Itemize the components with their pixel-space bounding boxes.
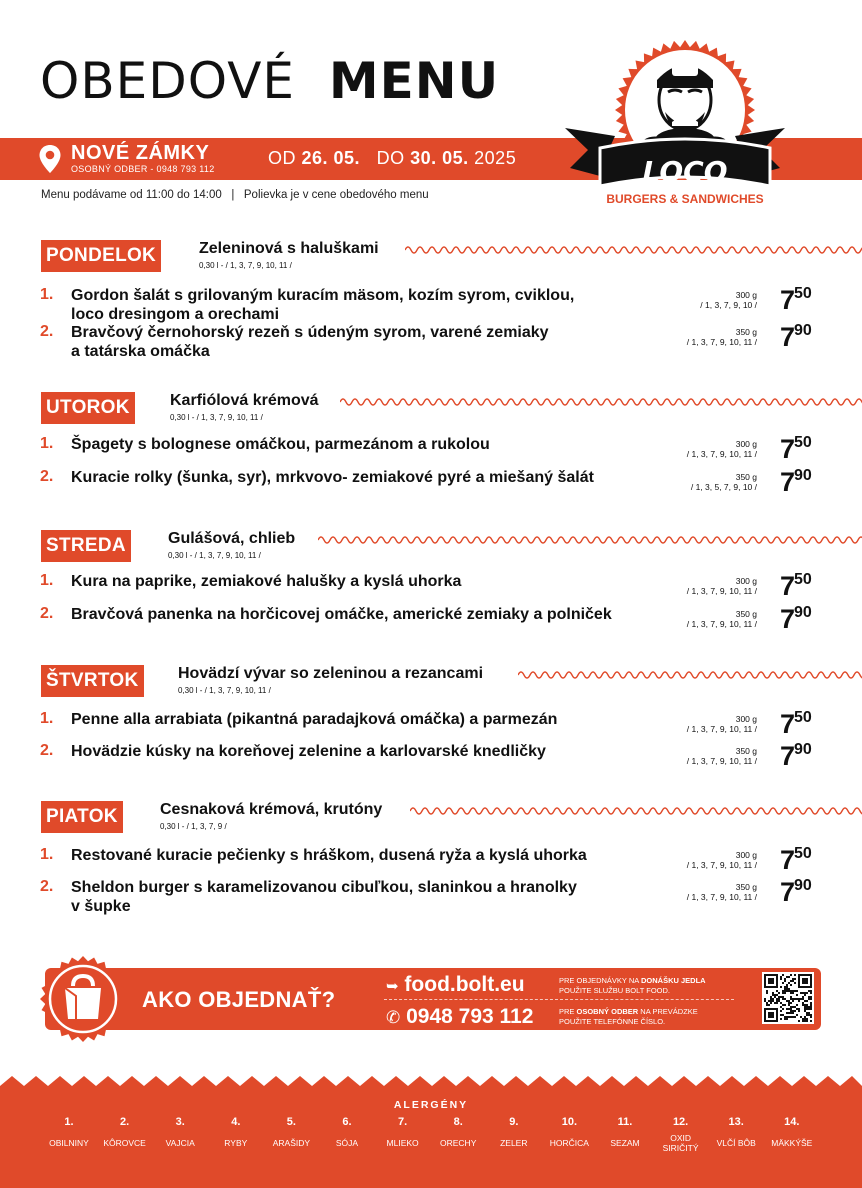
allergen-number: 5. (286, 1116, 296, 1128)
dish-name (71, 846, 661, 865)
dish-name (71, 323, 661, 361)
allergen-label-text: KÔROVCE (103, 1138, 146, 1148)
phone-number[interactable]: 0948 793 112 (406, 1005, 534, 1028)
allergen-item (319, 1116, 375, 1148)
dish-name (71, 605, 661, 624)
dish-price (780, 434, 812, 465)
price-cents: 90 (794, 741, 812, 758)
dish-weight: 350 g (735, 327, 757, 337)
price-cents: 90 (794, 604, 812, 621)
dish-weight-allergens (687, 714, 757, 734)
dish-price (780, 741, 812, 772)
allergen-label (597, 1138, 653, 1148)
dish-weight: 300 g (735, 439, 757, 449)
dish-price (780, 877, 812, 908)
allergen-number: 12. (672, 1116, 689, 1128)
dish-price (780, 604, 812, 635)
dish-name (71, 878, 661, 916)
allergen-label (653, 1133, 709, 1153)
allergen-item (653, 1116, 709, 1153)
price-cents: 50 (794, 285, 812, 302)
allergen-label (208, 1138, 264, 1148)
allergen-label-text: VAJCIA (165, 1138, 195, 1148)
price-euros: 7 (780, 741, 795, 771)
dish-weight-allergens (687, 850, 757, 870)
dish-weight: 300 g (735, 714, 757, 724)
day-label: STREDA (41, 530, 131, 562)
allergen-label (263, 1138, 319, 1148)
dish-weight-allergens (687, 746, 757, 766)
dish-allergens: / 1, 3, 7, 9, 10 / (700, 300, 757, 310)
allergen-item (708, 1116, 764, 1148)
dish-number: 2. (40, 878, 54, 895)
dish-allergens: / 1, 3, 7, 9, 10, 11 / (686, 337, 757, 347)
allergen-number: 4. (231, 1116, 241, 1128)
dish-price (780, 571, 812, 602)
soup-name: Gulášová, chlieb (168, 530, 296, 547)
price-cents: 50 (794, 571, 812, 588)
takeaway-bag-icon (40, 956, 126, 1042)
allergen-label (41, 1138, 97, 1148)
price-euros: 7 (780, 571, 795, 601)
allergen-number: 8. (453, 1116, 463, 1128)
dish-price (780, 285, 812, 316)
allergen-number: 1. (64, 1116, 74, 1128)
allergen-label-text: ZELER (500, 1138, 528, 1148)
dish-allergens: / 1, 3, 7, 9, 10, 11 / (686, 860, 757, 870)
day-label: ŠTVRTOK (41, 665, 144, 697)
dish-name (71, 468, 661, 487)
allergen-label-text: SÓJA (335, 1138, 359, 1148)
dish-line-1: Hovädzie kúsky na koreňovej zelenine a karlovarské knedličky (71, 743, 546, 760)
dish-line-1: Bravčový černohorský rezeň s údeným syrom, varené zemiaky (71, 324, 549, 341)
allergen-label (764, 1138, 820, 1148)
dish-weight-allergens (691, 472, 757, 492)
bolt-note-b: DONÁŠKU JEDLA (640, 976, 706, 985)
allergen-label (430, 1138, 486, 1148)
page-title (40, 52, 499, 110)
dish-price (780, 322, 812, 353)
logo-brand-name: LOCO (642, 155, 728, 188)
phone-note-a: PRE (559, 1007, 577, 1016)
allergen-label-text: ARAŠIDY (272, 1138, 311, 1148)
price-cents: 90 (794, 322, 812, 339)
logo-tagline: BURGERS & SANDWICHES (606, 192, 764, 206)
allergen-item (152, 1116, 208, 1148)
allergens-title: ALERGÉNY (393, 1099, 469, 1111)
order-title: AKO OBJEDNAŤ? (142, 987, 336, 1012)
dish-number: 2. (40, 323, 54, 340)
date-od: OD (268, 148, 296, 168)
date-range (268, 148, 516, 169)
allergen-item (764, 1116, 820, 1148)
dish-allergens: / 1, 3, 7, 9, 10, 11 / (686, 756, 757, 766)
dish-weight-allergens (687, 327, 757, 347)
price-cents: 90 (794, 877, 812, 894)
allergen-number: 11. (617, 1116, 633, 1128)
allergen-number: 9. (509, 1116, 519, 1128)
dish-name (71, 572, 661, 591)
dish-name (71, 710, 661, 729)
allergen-label (541, 1138, 597, 1148)
order-phone[interactable] (386, 1005, 533, 1029)
dish-price (780, 467, 812, 498)
dish-allergens: / 1, 3, 7, 9, 10, 11 / (686, 619, 757, 629)
price-cents: 90 (794, 467, 812, 484)
allergen-label-text: HORČICA (549, 1138, 589, 1148)
dish-weight: 350 g (735, 882, 757, 892)
allergen-item (597, 1116, 653, 1148)
price-euros: 7 (780, 434, 795, 464)
dish-weight: 350 g (735, 746, 757, 756)
allergen-label-text: ORECHY (440, 1138, 477, 1148)
dish-price (780, 709, 812, 740)
allergen-label (97, 1138, 153, 1148)
allergen-item (375, 1116, 431, 1148)
allergen-number: 3. (175, 1116, 185, 1128)
phone-note-d: POUŽITE TELEFÓNNE ČÍSLO. (559, 1017, 666, 1026)
phone-note-b: OSOBNÝ ODBER (576, 1007, 639, 1016)
dish-line-1: Penne alla arrabiata (pikantná paradajková omáčka) a parmezán (71, 711, 558, 728)
pickup-phone: OSOBNÝ ODBER - 0948 793 112 (71, 164, 215, 174)
cursor-click-icon: ➥ (386, 978, 399, 995)
allergen-number: 2. (120, 1116, 130, 1128)
dish-weight: 300 g (735, 850, 757, 860)
date-from: 26. 05. (301, 148, 361, 168)
dish-name (71, 286, 661, 324)
dish-weight-allergens (687, 576, 757, 596)
allergen-item (486, 1116, 542, 1148)
dish-weight-allergens (700, 290, 757, 310)
soup-name: Hovädzí vývar so zeleninou a rezancami (178, 665, 484, 682)
allergen-item (41, 1116, 97, 1148)
allergen-label-text: MLIEKO (386, 1138, 419, 1148)
date-year: 2025 (474, 148, 517, 168)
dish-line-1: Restované kuracie pečienky s hráškom, dusená ryža a kyslá uhorka (71, 847, 587, 864)
allergen-item (97, 1116, 153, 1148)
dish-number: 2. (40, 605, 54, 622)
date-do: DO (376, 148, 405, 168)
bolt-food-link[interactable] (386, 973, 525, 997)
wave-divider (318, 534, 862, 546)
wave-divider (518, 669, 862, 681)
dish-weight-allergens (687, 439, 757, 459)
serving-info: Menu podávame od 11:00 do 14:00 | Polievka je v cene obedového menu (41, 189, 429, 201)
price-euros: 7 (780, 467, 795, 497)
city-name: NOVÉ ZÁMKY (71, 142, 210, 164)
price-euros: 7 (780, 285, 795, 315)
dish-number: 2. (40, 468, 54, 485)
allergen-label (708, 1138, 764, 1148)
dish-number: 1. (40, 846, 54, 863)
price-euros: 7 (780, 845, 795, 875)
dish-weight-allergens (687, 882, 757, 902)
dish-weight: 300 g (735, 290, 757, 300)
order-divider (384, 999, 734, 1000)
price-euros: 7 (780, 709, 795, 739)
soup-allergens: 0,30 l - / 1, 3, 7, 9, 10, 11 / (178, 686, 271, 695)
qr-code[interactable] (762, 972, 814, 1024)
allergen-label-text: SEZAM (610, 1138, 640, 1148)
dish-line-1: Kura na paprike, zemiakové halušky a kyslá uhorka (71, 573, 462, 590)
dish-name (71, 435, 661, 454)
dish-number: 1. (40, 710, 54, 727)
soup-name: Zeleninová s haluškami (199, 240, 379, 257)
date-to: 30. 05. (410, 148, 469, 168)
day-label: PONDELOK (41, 240, 161, 272)
price-cents: 50 (794, 434, 812, 451)
bolt-url[interactable]: food.bolt.eu (404, 973, 525, 996)
allergen-label-text: OXID (670, 1133, 691, 1143)
price-euros: 7 (780, 877, 795, 907)
dish-line-1: Sheldon burger s karamelizovanou cibuľkou, slaninkou a hranolky (71, 879, 577, 896)
title-part-1: OBEDOVÉ (40, 52, 296, 110)
allergen-label-text: MÄKKÝŠE (771, 1138, 813, 1148)
dish-number: 1. (40, 286, 54, 303)
soup-allergens: 0,30 l - / 1, 3, 7, 9, 10, 11 / (168, 551, 261, 560)
dish-line-2: v šupke (71, 898, 131, 915)
soup-allergens: 0,30 l - / 1, 3, 7, 9 / (160, 822, 227, 831)
phone-icon: ✆ (386, 1008, 401, 1027)
dish-line-1: Gordon šalát s grilovaným kuracím mäsom, kozím syrom, cviklou, (71, 287, 575, 304)
allergen-label (152, 1138, 208, 1148)
dish-number: 2. (40, 742, 54, 759)
loco-logo (560, 40, 790, 220)
allergen-number: 13. (728, 1116, 744, 1128)
dish-weight: 300 g (735, 576, 757, 586)
phone-note (559, 1007, 739, 1027)
allergen-number: 7. (398, 1116, 408, 1128)
dish-line-2: a tatárska omáčka (71, 343, 210, 360)
dish-allergens: / 1, 3, 7, 9, 10, 11 / (686, 586, 757, 596)
dish-weight: 350 g (735, 472, 757, 482)
wave-divider (340, 396, 862, 408)
price-cents: 50 (794, 845, 812, 862)
allergen-label (486, 1138, 542, 1148)
allergen-label (319, 1138, 375, 1148)
dish-allergens: / 1, 3, 5, 7, 9, 10 / (690, 482, 757, 492)
soup-allergens: 0,30 l - / 1, 3, 7, 9, 10, 11 / (170, 413, 263, 422)
allergen-label-text: VLČÍ BÔB (716, 1138, 756, 1148)
day-label: PIATOK (41, 801, 123, 833)
dish-line-2: loco dresingom a orechami (71, 306, 280, 323)
dish-price (780, 845, 812, 876)
bolt-note (559, 976, 739, 996)
allergen-label (375, 1138, 431, 1148)
dish-weight: 350 g (735, 609, 757, 619)
bolt-note-a: PRE OBJEDNÁVKY NA (559, 976, 641, 985)
title-part-2: MENU (328, 52, 500, 110)
dish-name (71, 742, 661, 761)
allergen-number: 14. (784, 1116, 800, 1128)
dish-number: 1. (40, 435, 54, 452)
day-label: UTOROK (41, 392, 135, 424)
dish-allergens: / 1, 3, 7, 9, 10, 11 / (686, 724, 757, 734)
allergen-number: 10. (561, 1116, 578, 1128)
soup-name: Karfiólová krémová (170, 392, 319, 409)
price-euros: 7 (780, 322, 795, 352)
wave-divider (405, 244, 862, 256)
dish-weight-allergens (687, 609, 757, 629)
soup-allergens: 0,30 l - / 1, 3, 7, 9, 10, 11 / (199, 261, 292, 270)
allergen-label-text: OBILNINY (49, 1138, 89, 1148)
allergen-item (430, 1116, 486, 1148)
allergen-item (541, 1116, 597, 1148)
allergen-item (208, 1116, 264, 1148)
price-cents: 50 (794, 709, 812, 726)
phone-note-c: NA PREVÁDZKE (638, 1007, 698, 1016)
price-euros: 7 (780, 604, 795, 634)
location-pin-icon (38, 144, 62, 174)
bolt-note-c: POUŽITE SLUŽBU BOLT FOOD. (559, 986, 670, 995)
dish-number: 1. (40, 572, 54, 589)
allergen-label-text: RYBY (224, 1138, 248, 1148)
dish-allergens: / 1, 3, 7, 9, 10, 11 / (686, 449, 757, 459)
dish-line-1: Kuracie rolky (šunka, syr), mrkvovo- zemiakové pyré a miešaný šalát (71, 469, 594, 486)
allergen-number: 6. (342, 1116, 352, 1128)
soup-name: Cesnaková krémová, krutóny (160, 801, 383, 818)
allergen-item (263, 1116, 319, 1148)
dish-line-1: Bravčová panenka na horčicovej omáčke, americké zemiaky a polniček (71, 606, 612, 623)
dish-allergens: / 1, 3, 7, 9, 10, 11 / (686, 892, 757, 902)
wave-divider (410, 805, 862, 817)
dish-line-1: Špagety s bolognese omáčkou, parmezánom a rukolou (71, 436, 490, 453)
allergen-label-text-2: SIRIČITÝ (662, 1143, 699, 1153)
